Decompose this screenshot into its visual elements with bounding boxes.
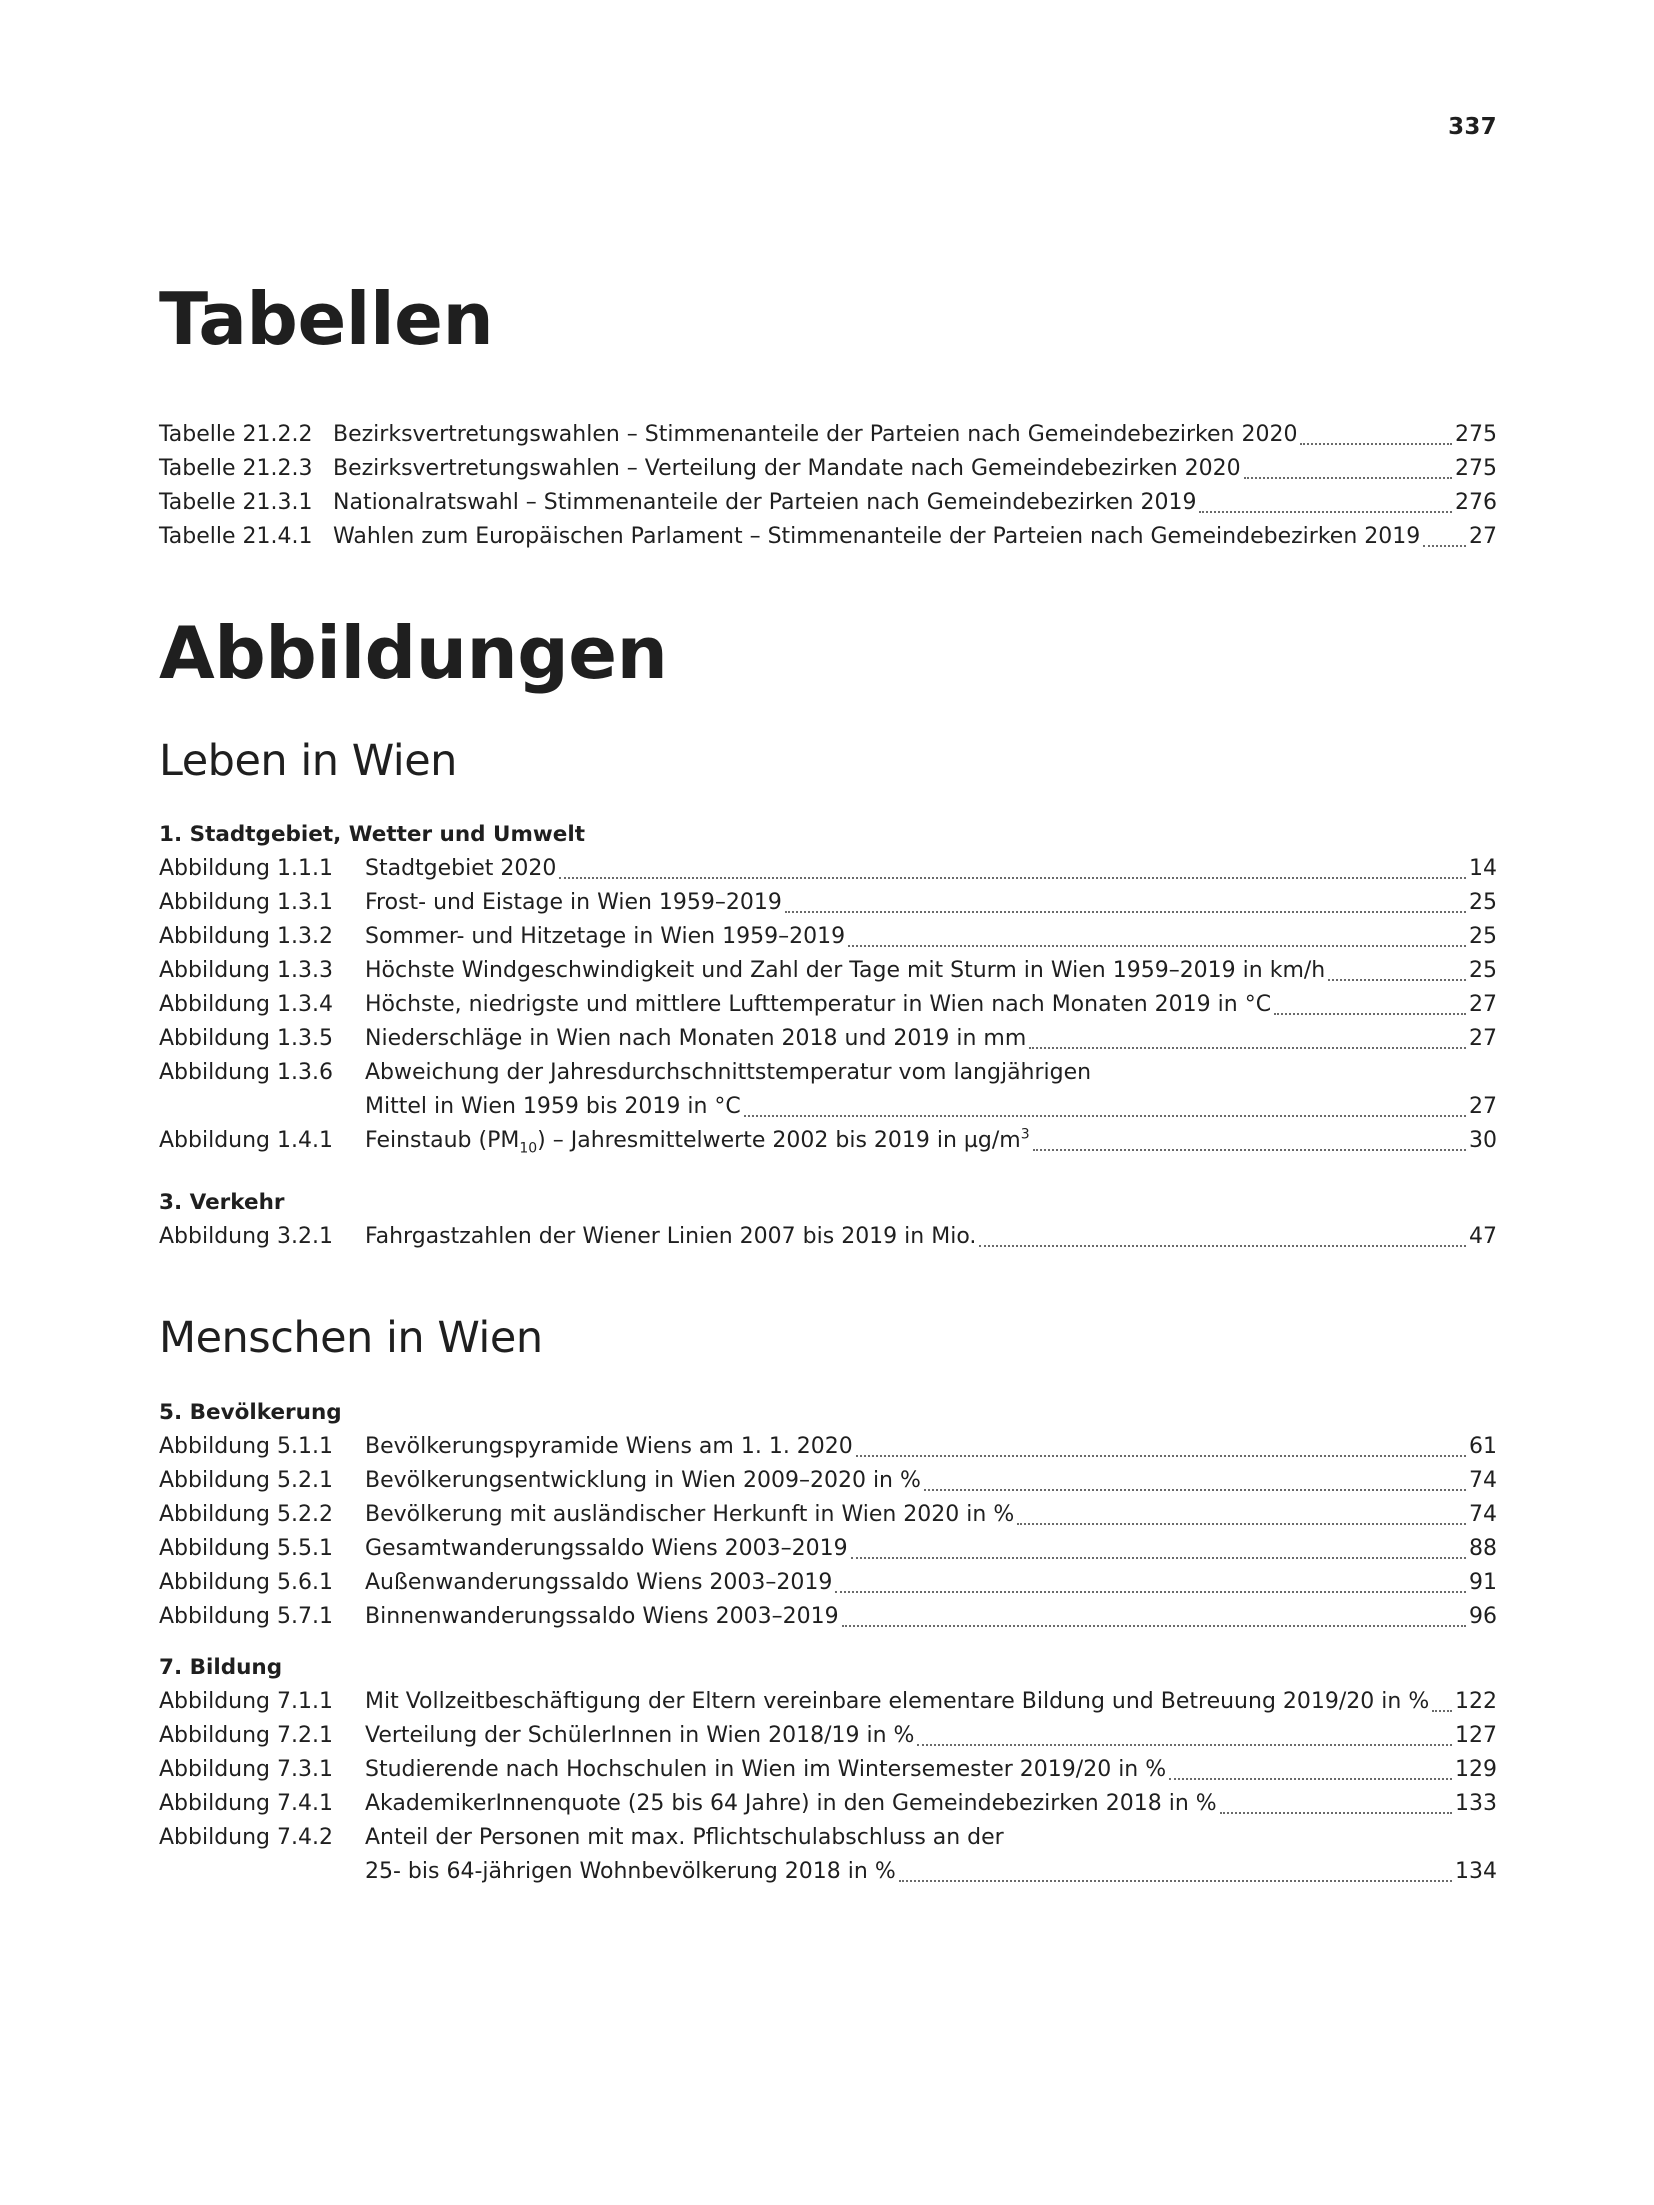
entry-page: 61 (1469, 1434, 1497, 1459)
entry-page: 88 (1469, 1536, 1497, 1561)
entry-label: Abbildung 7.4.2 (159, 1825, 333, 1850)
entry-label: Abbildung 1.4.1 (159, 1128, 333, 1153)
leader-dots (899, 1879, 1452, 1882)
section-stadtgebiet (159, 818, 1497, 1158)
entry-label: Abbildung 5.2.1 (159, 1468, 333, 1493)
entry-page: 275 (1455, 422, 1497, 447)
leader-dots (917, 1743, 1452, 1746)
entry-label: Abbildung 7.4.1 (159, 1791, 333, 1816)
leader-dots (856, 1454, 1466, 1457)
leader-dots (744, 1114, 1466, 1117)
entry-title: Bezirksvertretungswahlen – Stimmenanteile der Parteien nach Gemeindebezirken 2020 (333, 422, 1298, 447)
entry-page: 47 (1469, 1224, 1497, 1249)
entry-title: Fahrgastzahlen der Wiener Linien 2007 bis 2019 in Mio. (365, 1224, 977, 1249)
entry-title: Nationalratswahl – Stimmenanteile der Parteien nach Gemeindebezirken 2019 (333, 490, 1197, 515)
entry-page: 27 (1469, 1026, 1497, 1051)
entry-title: 25- bis 64-jährigen Wohnbevölkerung 2018 in % (365, 1859, 896, 1884)
entry-title: Bevölkerungspyramide Wiens am 1. 1. 2020 (365, 1434, 853, 1459)
leader-dots (1300, 442, 1452, 445)
entry-title: Bezirksvertretungswahlen – Verteilung der Mandate nach Gemeindebezirken 2020 (333, 456, 1241, 481)
leader-dots (1169, 1777, 1452, 1780)
entry-page: 25 (1469, 958, 1497, 983)
entry-label: Tabelle 21.2.3 (159, 456, 313, 481)
menschen-in-wien-heading: Menschen in Wien (159, 1313, 543, 1363)
leader-dots (1220, 1811, 1452, 1814)
entry-label: Abbildung 1.3.4 (159, 992, 333, 1017)
entry-title: Höchste, niedrigste und mittlere Lufttemperatur in Wien nach Monaten 2019 in °C (365, 992, 1272, 1017)
section-bevoelkerung (159, 1396, 1497, 1634)
tabellen-heading: Tabellen (159, 277, 494, 361)
toc-entry[interactable] (159, 1600, 1497, 1634)
entry-label: Abbildung 5.6.1 (159, 1570, 333, 1595)
leader-dots (785, 910, 1466, 913)
entry-title: Verteilung der SchülerInnen in Wien 2018/19 in % (365, 1723, 915, 1748)
entry-label: Abbildung 1.3.6 (159, 1060, 333, 1085)
entry-title: Gesamtwanderungssaldo Wiens 2003–2019 (365, 1536, 848, 1561)
entry-label: Abbildung 7.1.1 (159, 1689, 333, 1714)
toc-entry[interactable] (159, 452, 1497, 486)
entry-label: Tabelle 21.4.1 (159, 524, 313, 549)
leader-dots (848, 944, 1466, 947)
entry-title: Anteil der Personen mit max. Pflichtschulabschluss an der (365, 1825, 1004, 1850)
leben-in-wien-heading: Leben in Wien (159, 736, 457, 786)
leader-dots (1029, 1046, 1466, 1049)
toc-entry[interactable] (159, 1753, 1497, 1787)
page-number: 337 (1448, 114, 1497, 140)
toc-entry[interactable] (159, 1430, 1497, 1464)
entry-page: 276 (1455, 490, 1497, 515)
leader-dots (1244, 476, 1452, 479)
entry-title: Studierende nach Hochschulen in Wien im Wintersemester 2019/20 in % (365, 1757, 1167, 1782)
entry-page: 127 (1455, 1723, 1497, 1748)
entry-list (159, 1430, 1497, 1634)
entry-label: Abbildung 5.2.2 (159, 1502, 333, 1527)
entry-title: Höchste Windgeschwindigkeit und Zahl der Tage mit Sturm in Wien 1959–2019 in km/h (365, 958, 1326, 983)
entry-page: 27 (1469, 524, 1497, 549)
toc-entry[interactable] (159, 1464, 1497, 1498)
toc-entry[interactable] (159, 486, 1497, 520)
toc-entry[interactable] (159, 1220, 1497, 1254)
leader-dots (924, 1488, 1466, 1491)
entry-label: Abbildung 7.2.1 (159, 1723, 333, 1748)
leader-dots (1423, 544, 1466, 547)
leader-dots (1199, 510, 1452, 513)
toc-entry[interactable] (159, 1566, 1497, 1600)
toc-entry[interactable] (159, 1821, 1497, 1855)
entry-label: Tabelle 21.2.2 (159, 422, 313, 447)
entry-page: 74 (1469, 1468, 1497, 1493)
entry-label: Abbildung 7.3.1 (159, 1757, 333, 1782)
entry-label: Abbildung 1.3.2 (159, 924, 333, 949)
entry-page: 96 (1469, 1604, 1497, 1629)
entry-label: Tabelle 21.3.1 (159, 490, 313, 515)
toc-entry[interactable] (159, 852, 1497, 886)
toc-entry[interactable] (159, 1022, 1497, 1056)
leader-dots (979, 1244, 1466, 1247)
entry-page: 27 (1469, 1094, 1497, 1119)
leader-dots (835, 1590, 1466, 1593)
entry-title: Stadtgebiet 2020 (365, 856, 557, 881)
toc-entry[interactable] (159, 886, 1497, 920)
entry-title: Bevölkerung mit ausländischer Herkunft in Wien 2020 in % (365, 1502, 1015, 1527)
section-heading: 3. Verkehr (159, 1190, 285, 1215)
entry-page: 27 (1469, 992, 1497, 1017)
toc-entry-continuation[interactable] (159, 1090, 1497, 1124)
section-heading: 1. Stadtgebiet, Wetter und Umwelt (159, 822, 585, 847)
section-heading: 5. Bevölkerung (159, 1400, 342, 1425)
leader-dots (842, 1624, 1466, 1627)
section-bildung (159, 1651, 1497, 1889)
entry-title: Frost- und Eistage in Wien 1959–2019 (365, 890, 782, 915)
entry-label: Abbildung 3.2.1 (159, 1224, 333, 1249)
entry-page: 134 (1455, 1859, 1497, 1884)
section-heading: 7. Bildung (159, 1655, 283, 1680)
entry-title: Sommer- und Hitzetage in Wien 1959–2019 (365, 924, 846, 949)
leader-dots (1033, 1148, 1466, 1151)
toc-entry[interactable] (159, 1532, 1497, 1566)
entry-label: Abbildung 5.7.1 (159, 1604, 333, 1629)
entry-label: Abbildung 1.3.1 (159, 890, 333, 915)
entry-title: Wahlen zum Europäischen Parlament – Stimmenanteile der Parteien nach Gemeindebezirken 2019 (333, 524, 1421, 549)
toc-entry[interactable] (159, 1685, 1497, 1719)
entry-page: 74 (1469, 1502, 1497, 1527)
toc-entry[interactable] (159, 1498, 1497, 1532)
entry-page: 14 (1469, 856, 1497, 881)
leader-dots (851, 1556, 1466, 1559)
abbildungen-heading: Abbildungen (159, 611, 668, 695)
entry-title: Mittel in Wien 1959 bis 2019 in °C (365, 1094, 741, 1119)
entry-page: 275 (1455, 456, 1497, 481)
entry-page: 133 (1455, 1791, 1497, 1816)
entry-label: Abbildung 5.1.1 (159, 1434, 333, 1459)
toc-entry[interactable] (159, 1787, 1497, 1821)
toc-entry[interactable] (159, 988, 1497, 1022)
leader-dots (1432, 1709, 1452, 1712)
entry-list (159, 1685, 1497, 1821)
tabellen-list (159, 418, 1497, 554)
leader-dots (1328, 978, 1466, 981)
entry-label: Abbildung 5.5.1 (159, 1536, 333, 1561)
entry-label: Abbildung 1.3.3 (159, 958, 333, 983)
entry-page: 91 (1469, 1570, 1497, 1595)
entry-page: 25 (1469, 890, 1497, 915)
toc-entry[interactable] (159, 1719, 1497, 1753)
entry-list (159, 852, 1497, 1056)
entry-label: Abbildung 1.1.1 (159, 856, 333, 881)
entry-title: Außenwanderungssaldo Wiens 2003–2019 (365, 1570, 833, 1595)
toc-entry[interactable] (159, 920, 1497, 954)
entry-title: Binnenwanderungssaldo Wiens 2003–2019 (365, 1604, 839, 1629)
leader-dots (1017, 1522, 1466, 1525)
entry-title: AkademikerInnenquote (25 bis 64 Jahre) in den Gemeindebezirken 2018 in % (365, 1791, 1217, 1816)
entry-page: 25 (1469, 924, 1497, 949)
toc-entry[interactable] (159, 954, 1497, 988)
section-verkehr (159, 1186, 1497, 1254)
toc-entry[interactable] (159, 520, 1497, 554)
entry-title: Mit Vollzeitbeschäftigung der Eltern vereinbare elementare Bildung und Betreuung 2019/20 in % (365, 1689, 1430, 1714)
entry-page: 122 (1455, 1689, 1497, 1714)
entry-page: 129 (1455, 1757, 1497, 1782)
toc-entry-continuation[interactable] (159, 1855, 1497, 1889)
leader-dots (1274, 1012, 1466, 1015)
entry-title: Feinstaub $(PM_{10})$ – Jahresmittelwerte 2002 bis 2019 in $\mu g/m^3$ (365, 1126, 1030, 1157)
toc-entry[interactable] (159, 1056, 1497, 1090)
toc-entry[interactable] (159, 418, 1497, 452)
leader-dots (559, 876, 1466, 879)
entry-page: 30 (1469, 1128, 1497, 1153)
entry-label: Abbildung 1.3.5 (159, 1026, 333, 1051)
entry-list (159, 1220, 1497, 1254)
entry-title: Niederschläge in Wien nach Monaten 2018 und 2019 in mm (365, 1026, 1027, 1051)
toc-entry[interactable] (159, 1124, 1497, 1158)
entry-title: Abweichung der Jahresdurchschnittstemperatur vom langjährigen (365, 1060, 1092, 1085)
entry-title: Bevölkerungsentwicklung in Wien 2009–2020 in % (365, 1468, 921, 1493)
